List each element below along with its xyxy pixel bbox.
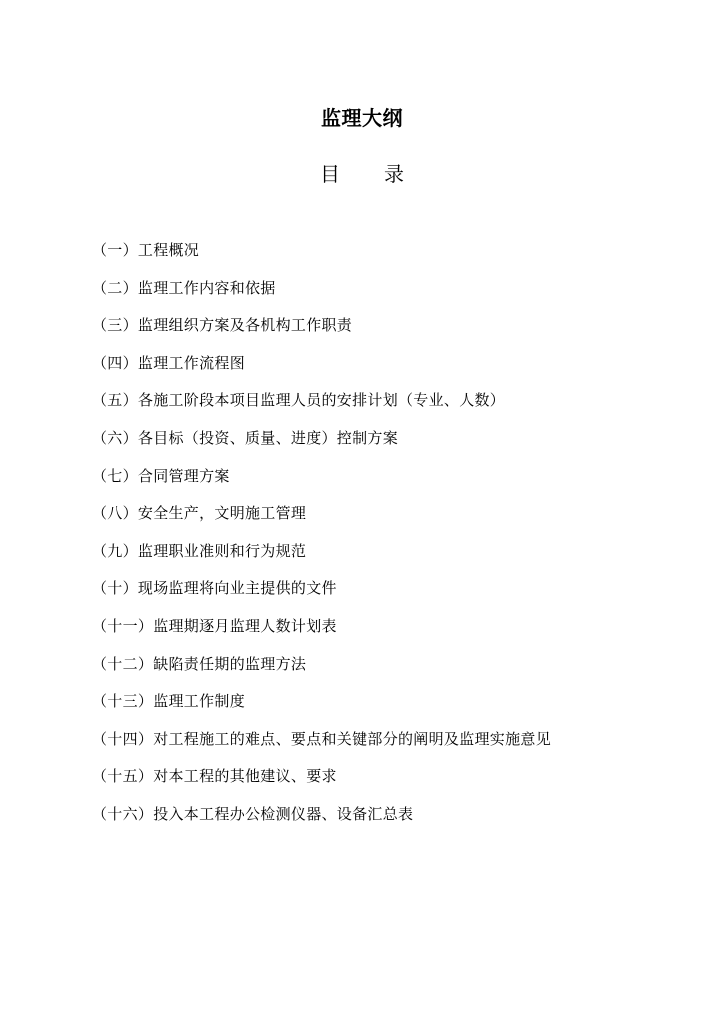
- toc-item-13: （十三）监理工作制度: [92, 692, 246, 711]
- toc-item-14: （十四）对工程施工的难点、要点和关键部分的阐明及监理实施意见: [92, 729, 552, 748]
- toc-heading-char-2: 录: [384, 162, 404, 186]
- toc-item-9: （九）监理职业准则和行为规范: [92, 541, 307, 560]
- toc-item-7: （七）合同管理方案: [92, 466, 230, 485]
- toc-item-16: （十六）投入本工程办公检测仪器、设备汇总表: [92, 804, 414, 823]
- toc-list: [92, 237, 692, 839]
- toc-item-2: （二）监理工作内容和依据: [92, 278, 276, 297]
- toc-heading: [0, 160, 724, 188]
- toc-item-10: （十）现场监理将向业主提供的文件: [92, 579, 337, 598]
- toc-item-3: （三）监理组织方案及各机构工作职责: [92, 316, 353, 335]
- toc-item-6: （六）各目标（投资、质量、进度）控制方案: [92, 428, 399, 447]
- toc-item-8: （八）安全生产，文明施工管理: [92, 504, 307, 523]
- toc-item-4: （四）监理工作流程图: [92, 353, 246, 372]
- toc-item-15: （十五）对本工程的其他建议、要求: [92, 767, 337, 786]
- toc-item-11: （十一）监理期逐月监理人数计划表: [92, 616, 337, 635]
- toc-item-5: （五）各施工阶段本项目监理人员的安排计划（专业、人数）: [92, 391, 506, 410]
- toc-item-1: （一）工程概况: [92, 241, 200, 259]
- toc-item-12: （十二）缺陷责任期的监理方法: [92, 654, 307, 673]
- document-title: 监理大纲: [321, 106, 403, 130]
- toc-heading-char-1: 目: [320, 162, 340, 186]
